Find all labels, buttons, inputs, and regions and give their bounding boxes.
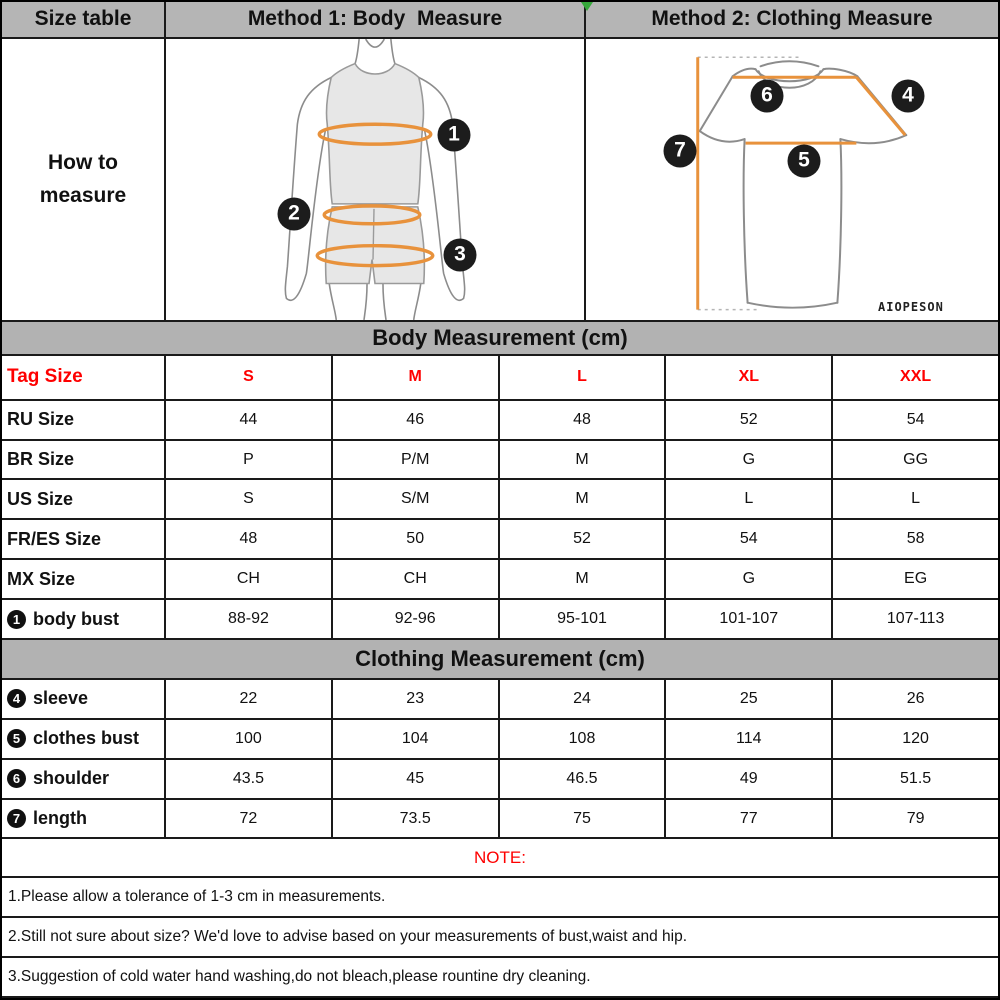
how-to-measure-line2: measure (39, 184, 127, 208)
table-cell: CH (333, 560, 500, 598)
table-cell: 48 (166, 520, 333, 558)
circled-4-icon: 4 (7, 689, 26, 708)
ru-size-label: RU Size (2, 401, 166, 439)
circled-7-icon: 7 (7, 809, 26, 828)
table-cell: G (666, 560, 833, 598)
table-cell: 79 (906, 809, 925, 827)
table-cell: P/M (333, 441, 500, 479)
clothes-bust-label (2, 720, 166, 758)
table-cell: CH (166, 560, 333, 598)
shoulder-label (2, 760, 166, 798)
clothes-bust-label-text: clothes bust (33, 728, 140, 749)
how-to-measure-line1: How to (48, 150, 118, 174)
table-cell: 43.5 (166, 760, 333, 798)
table-cell: 75 (500, 800, 667, 838)
table-cell: 100 (166, 720, 333, 758)
table-cell: 51.5 (900, 769, 932, 787)
hip-marker: 3 (444, 238, 477, 271)
table-cell: 73.5 (333, 800, 500, 838)
how-to-measure-label (2, 39, 166, 320)
table-cell: 95-101 (500, 600, 667, 638)
table-cell: 104 (333, 720, 500, 758)
table-cell: EG (904, 570, 928, 588)
table-row-clothes-bust (2, 720, 998, 760)
body-bust-label-text: body bust (33, 608, 119, 629)
table-cell: 23 (333, 680, 500, 718)
method2-header: Method 2: Clothing Measure (586, 2, 998, 39)
mx-size-label: MX Size (2, 560, 166, 598)
table-row-us-size (2, 480, 998, 520)
table-cell: 108 (500, 720, 667, 758)
circled-5-icon: 5 (7, 729, 26, 748)
circled-6-icon: 6 (7, 769, 26, 788)
table-row-sleeve (2, 680, 998, 720)
table-cell: 26 (906, 689, 925, 707)
size-col-xxl: XXL (900, 368, 932, 386)
size-table-header: Size table (2, 2, 166, 39)
table-row-ru-size (2, 401, 998, 441)
bust-marker: 1 (438, 118, 471, 151)
table-cell: 54 (906, 410, 925, 428)
table-cell: 46.5 (500, 760, 667, 798)
clothing-measurement-title: Clothing Measurement (cm) (2, 640, 998, 680)
table-cell: 114 (666, 720, 833, 758)
br-size-label: BR Size (2, 441, 166, 479)
table-cell: 120 (902, 729, 929, 747)
note-item-3: 3.Suggestion of cold water hand washing,do not bleach,please rountine dry cleaning. (2, 958, 998, 998)
method1-header: Method 1: Body Measure (166, 2, 586, 39)
table-cell: 22 (166, 680, 333, 718)
table-cell: 25 (666, 680, 833, 718)
table-cell: L (666, 480, 833, 518)
shoulder-label-text: shoulder (33, 768, 110, 789)
note-item-2: 2.Still not sure about size? We'd love to advise based on your measurements of bust,waist and hip. (2, 918, 998, 958)
table-cell: G (666, 441, 833, 479)
table-cell: S (166, 480, 333, 518)
table-cell: 46 (333, 401, 500, 439)
table-cell: 88-92 (166, 600, 333, 638)
note-item-1: 1.Please allow a tolerance of 1-3 cm in measurements. (2, 878, 998, 918)
body-figure-illustration (166, 39, 584, 320)
table-cell: S/M (333, 480, 500, 518)
table-cell: 44 (166, 401, 333, 439)
table-cell: 92-96 (333, 600, 500, 638)
table-cell: M (500, 441, 667, 479)
table-cell: 101-107 (666, 600, 833, 638)
sleeve-label (2, 680, 166, 718)
table-cell: 48 (500, 401, 667, 439)
table-cell: 54 (666, 520, 833, 558)
table-row-shoulder (2, 760, 998, 800)
table-row-length (2, 800, 998, 840)
table-cell: M (500, 480, 667, 518)
note-title: NOTE: (2, 839, 998, 878)
sleeve-marker: 4 (892, 79, 925, 112)
waist-marker: 2 (278, 197, 311, 230)
table-row-tag-size (2, 356, 998, 401)
table-cell: GG (903, 450, 929, 468)
table-cell: 49 (666, 760, 833, 798)
table-row-mx-size (2, 560, 998, 600)
size-col-xl: XL (666, 356, 833, 399)
circled-1-icon: 1 (7, 610, 26, 629)
table-row-br-size (2, 441, 998, 481)
table-cell: 58 (906, 530, 925, 548)
size-col-m: M (333, 356, 500, 399)
body-measure-figure (166, 39, 586, 320)
length-label-text: length (33, 808, 87, 829)
top-header-row (2, 2, 998, 39)
length-marker: 7 (664, 134, 697, 167)
table-cell: M (500, 560, 667, 598)
clothing-measure-figure (586, 39, 998, 320)
fres-size-label: FR/ES Size (2, 520, 166, 558)
body-bust-label (2, 600, 166, 638)
table-cell: 107-113 (886, 610, 945, 628)
table-cell: 72 (166, 800, 333, 838)
clothes-bust-marker: 5 (788, 144, 821, 177)
tag-size-label: Tag Size (2, 356, 166, 399)
table-row-fres-size (2, 520, 998, 560)
table-cell: 52 (500, 520, 667, 558)
table-cell: 77 (666, 800, 833, 838)
size-col-s: S (166, 356, 333, 399)
table-row-body-bust (2, 600, 998, 640)
us-size-label: US Size (2, 480, 166, 518)
tshirt-figure-illustration (586, 39, 998, 320)
body-measurement-title: Body Measurement (cm) (2, 322, 998, 356)
brand-label: AIOPESON (878, 299, 944, 314)
table-cell: L (911, 490, 921, 508)
corner-green-flag-icon (581, 2, 593, 11)
table-cell: 50 (333, 520, 500, 558)
table-cell: 52 (666, 401, 833, 439)
illustration-row (2, 39, 998, 322)
sleeve-label-text: sleeve (33, 688, 89, 709)
shoulder-marker: 6 (751, 79, 784, 112)
size-col-l: L (500, 356, 667, 399)
table-cell: 45 (333, 760, 500, 798)
table-cell: P (166, 441, 333, 479)
length-label (2, 800, 166, 838)
table-cell: 24 (500, 680, 667, 718)
